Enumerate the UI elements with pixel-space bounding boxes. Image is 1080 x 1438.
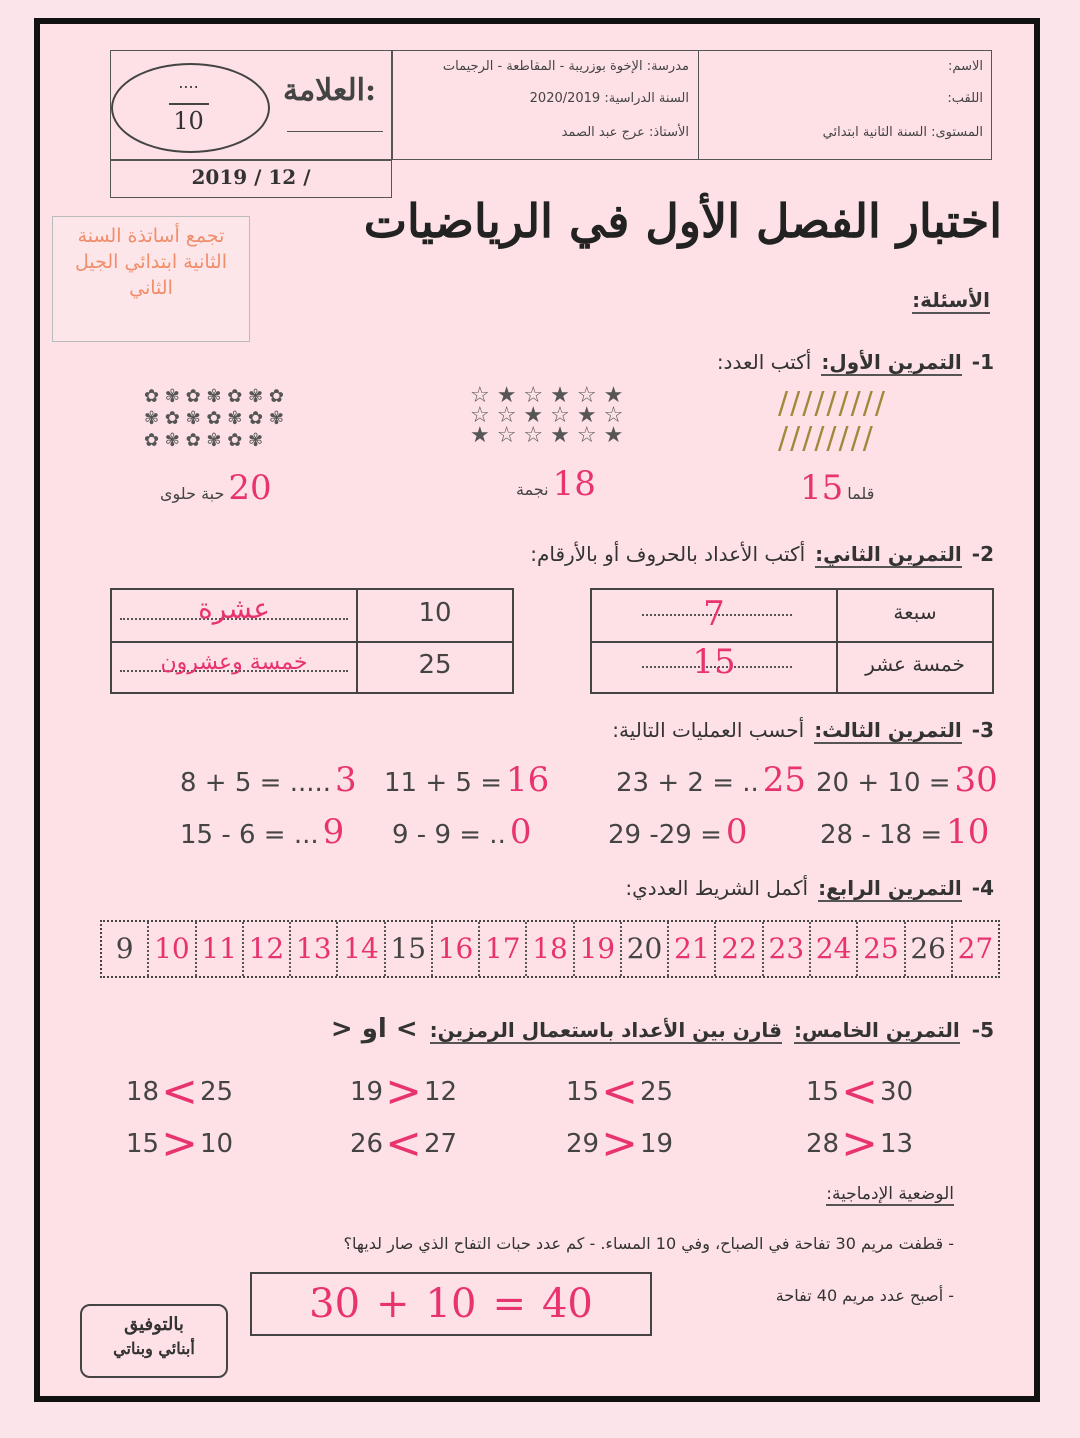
strip-cell-20: 20 [622, 922, 669, 976]
ex3-ans-29minus29: 0 [725, 812, 748, 852]
ex3-heading [612, 718, 994, 744]
cmp-b: 25 [199, 1076, 234, 1107]
cmp-b: 13 [879, 1128, 914, 1159]
cmp-sym: < [841, 1066, 878, 1117]
cmp-1-b [566, 1066, 673, 1117]
cmp-sym: > [385, 1066, 422, 1117]
cmp-a: 15 [806, 1076, 840, 1107]
ex4-number: 4- [971, 876, 994, 900]
closing-box [80, 1304, 228, 1378]
ex2-title: التمرين الثاني: [815, 542, 962, 566]
strip-cell-14: 14 [338, 922, 385, 976]
ex5-row-1 [126, 1066, 986, 1122]
ex3-ans-11plus5: 16 [506, 760, 550, 800]
cmp-b: 30 [879, 1076, 914, 1107]
cmp-a: 19 [350, 1076, 384, 1107]
eq-a: 30 [309, 1281, 361, 1327]
ex3-op-f [608, 812, 748, 852]
ex3-ans-28minus18: 10 [946, 812, 990, 852]
strip-cell-19: 19 [575, 922, 622, 976]
ex3-op-e [820, 812, 989, 852]
number-strip [100, 920, 1000, 978]
school-year: السنة الدراسية: 2020/2019 [529, 91, 689, 106]
grade-underline [287, 131, 383, 132]
strip-cell-27: 27 [957, 932, 994, 965]
date-box [110, 160, 392, 198]
ex3-title: التمرين الثالث: [814, 718, 962, 742]
ex1-heading [717, 350, 994, 376]
strip-cell-18: 18 [527, 922, 574, 976]
info-col-divider [698, 51, 699, 159]
pencils-picture [778, 386, 988, 456]
ex3-expr-9minus9: 9 - 9 = .. [392, 820, 506, 850]
questions-label: الأسئلة: [912, 288, 990, 312]
strip-cell-16: 16 [433, 922, 480, 976]
exam-sheet [34, 18, 1040, 1402]
ex3-row-2 [180, 812, 1000, 862]
star-icons: ☆ ★ ☆ ★ ☆ ★ ☆ ☆ ★ ☆ ★ ☆ ★ ☆ ☆ ★ ☆ ★ [470, 383, 624, 448]
eq-plus: + [376, 1281, 410, 1327]
cmp-a: 15 [566, 1076, 600, 1107]
ex1-label-1: قلما [847, 484, 875, 503]
ex2-number: 2- [971, 542, 994, 566]
ex5-row-2 [126, 1118, 986, 1174]
ex3-ans-20plus10: 30 [954, 760, 998, 800]
ex3-number: 3- [971, 718, 994, 742]
cmp-a: 26 [350, 1128, 384, 1159]
cmp-a: 15 [126, 1128, 160, 1159]
school-name: مدرسة: الإخوة بوزريبة - المقاطعة - الرجيمات [442, 59, 689, 74]
ex3-instruction: أحسب العمليات التالية: [612, 718, 805, 742]
ex2-answer-15: 15 [692, 642, 736, 682]
ex2-answer-7: 7 [703, 594, 725, 634]
cmp-b: 12 [423, 1076, 458, 1107]
candies-picture [144, 386, 364, 452]
ex1-answer-2: 18 [552, 464, 596, 504]
cmp-a: 28 [806, 1128, 840, 1159]
cmp-sym: > [601, 1118, 638, 1169]
ex2-word-2: خمسة عشر [865, 652, 965, 676]
equation-box [250, 1272, 652, 1336]
cmp-sym: < [385, 1118, 422, 1169]
strip-cell-21: 21 [669, 922, 716, 976]
ex3-expr-29minus29: 29 -29 = [608, 820, 722, 850]
strip-cell-25: 25 [858, 922, 905, 976]
ex4-heading [625, 876, 994, 902]
ex1-number: 1- [971, 350, 994, 374]
ex1-answer-1: 15 [800, 468, 844, 508]
info-table [392, 50, 992, 160]
ex2-heading [530, 542, 994, 568]
ex2-digit-10: 10 [418, 598, 452, 628]
pencil-icons: ///////// //////// [778, 386, 887, 456]
ex3-op-b [616, 760, 806, 800]
eq-equals: = [492, 1281, 526, 1327]
cmp-a: 29 [566, 1128, 600, 1159]
name-label: الاسم: [948, 59, 983, 74]
teacher-name: الأستاذ: عرج عبد الصمد [561, 125, 689, 140]
strip-cell-24: 24 [811, 922, 858, 976]
cmp-b: 10 [199, 1128, 234, 1159]
cmp-sym: < [601, 1066, 638, 1117]
cmp-2-b [566, 1118, 673, 1169]
cmp-2-a [806, 1118, 913, 1169]
strip-cell-11: 11 [197, 922, 244, 976]
ex3-expr-15minus6: 15 - 6 = ... [180, 820, 319, 850]
strip-cell-17: 17 [480, 922, 527, 976]
strip-cell-10: 10 [149, 922, 196, 976]
ex3-op-a [816, 760, 998, 800]
ex5-number: 5- [971, 1018, 994, 1042]
ex3-expr-11plus5: 11 + 5 = [384, 768, 502, 798]
cmp-1-a [806, 1066, 913, 1117]
cmp-sym: < [161, 1066, 198, 1117]
eq-b: 10 [425, 1281, 477, 1327]
strip-cell-9: 9 [102, 922, 149, 976]
ex3-ans-23plus2: 25 [762, 760, 807, 800]
surname-label: اللقب: [947, 91, 983, 106]
ex5-heading [331, 1014, 994, 1044]
cmp-sym: > [841, 1118, 878, 1169]
situation-problem: - قطفت مريم 30 تفاحة في الصباح، وفي 10 المساء. - كم عدد حبات التفاح الذي صار لديها؟ [343, 1234, 954, 1253]
cmp-b: 25 [639, 1076, 674, 1107]
ex3-ans-9minus9: 0 [509, 812, 532, 852]
ex3-ans-15minus6: 9 [322, 812, 345, 852]
ex1-item-1 [800, 468, 874, 508]
ex2-instruction: أكتب الأعداد بالحروف أو بالأرقام: [530, 542, 806, 566]
grade-label: العلامة: [283, 73, 377, 108]
ex2-answer-twentyfive-words: خمسة وعشرون [160, 650, 308, 675]
ex1-item-3 [160, 468, 272, 508]
eq-result: 40 [541, 1281, 593, 1327]
ex2-left-table [110, 588, 514, 694]
ex1-label-3: حبة حلوى [160, 484, 225, 503]
ex1-title: التمرين الأول: [821, 350, 962, 374]
ex5-symbols: > او < [330, 1014, 418, 1044]
strip-cell-15: 15 [386, 922, 433, 976]
ex1-answer-3: 20 [228, 468, 272, 508]
ex3-expr-20plus10: 20 + 10 = [816, 768, 951, 798]
ex4-instruction: أكمل الشريط العددي: [625, 876, 809, 900]
candy-icons: ✿ ✾ ✿ ✾ ✿ ✾ ✿ ✾ ✿ ✾ ✿ ✾ ✿ ✾ ✿ ✾ ✿ ✾ ✿ ✾ [144, 386, 284, 451]
ex2-digit-25: 25 [418, 650, 452, 680]
ex2-word-1: سبعة [893, 600, 937, 624]
ex3-expr-28minus18: 28 - 18 = [820, 820, 943, 850]
cmp-2-c [350, 1118, 457, 1169]
ex1-label-2: نجمة [516, 480, 549, 499]
grade-score: .... [178, 73, 199, 92]
grade-fraction-line [169, 103, 209, 105]
grade-total: 10 [173, 107, 204, 135]
cmp-1-c [350, 1066, 457, 1117]
situation-answer-text: - أصبح عدد مريم 40 تفاحة [775, 1286, 954, 1305]
strip-cell-13: 13 [291, 922, 338, 976]
exam-title: اختبار الفصل الأول في الرياضيات [363, 194, 1002, 248]
strip-cell-22: 22 [716, 922, 763, 976]
ex4-title: التمرين الرابع: [818, 876, 962, 900]
strip-cell-26: 26 [906, 922, 953, 976]
grade-box [110, 50, 392, 160]
ex3-op-h [180, 812, 344, 852]
date-text: 2019 / 12 / [191, 165, 311, 189]
ex3-expr-8plus5: 8 + 5 = ..... [180, 768, 332, 798]
ex5-instruction: قارن بين الأعداد باستعمال الرمزين: [429, 1018, 782, 1042]
situation-title: الوضعية الإدماجية: [826, 1184, 954, 1204]
ex3-expr-23plus2: 23 + 2 = .. [616, 768, 759, 798]
ex2-right-table [590, 588, 994, 694]
strip-cell-12: 12 [244, 922, 291, 976]
cmp-b: 27 [423, 1128, 458, 1159]
ex3-ans-8plus5: 3 [335, 760, 357, 800]
ex2-answer-ten-words: عشرة [198, 592, 270, 625]
ex3-op-g [392, 812, 531, 852]
closing-line-1: بالتوفيق [124, 1314, 184, 1335]
ex1-instruction: أكتب العدد: [716, 350, 812, 374]
cmp-2-d [126, 1118, 233, 1169]
closing-line-2: أبنائي وبناتي [113, 1339, 195, 1358]
strip-cell-23: 23 [764, 922, 811, 976]
cmp-1-d [126, 1066, 233, 1117]
cmp-a: 18 [126, 1076, 160, 1107]
stamp-text: تجمع أساتذة السنة الثانية ابتدائي الجيل الثاني [74, 225, 227, 299]
stars-picture [470, 383, 660, 448]
ex3-row-1 [180, 760, 1000, 810]
ex2-left-divider-h [112, 641, 512, 643]
ex3-op-c [384, 760, 549, 800]
ex3-op-d [180, 760, 357, 800]
teachers-group-stamp [52, 216, 250, 342]
cmp-b: 19 [639, 1128, 674, 1159]
ex5-title: التمرين الخامس: [793, 1018, 960, 1042]
cmp-sym: > [161, 1118, 198, 1169]
level-label: المستوى: السنة الثانية ابتدائي [822, 125, 983, 140]
ex1-item-2 [516, 464, 596, 504]
